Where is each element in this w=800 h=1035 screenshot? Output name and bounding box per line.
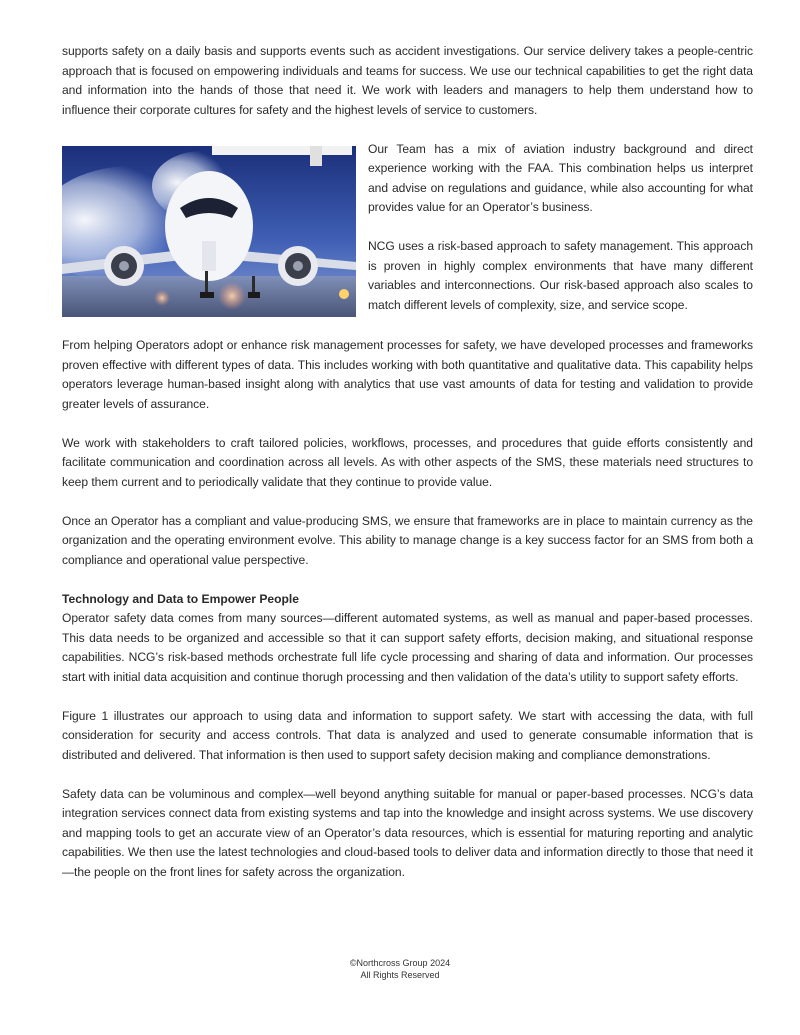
copyright-text: ©Northcross Group 2024 [349, 958, 451, 968]
section-heading: Technology and Data to Empower People [62, 591, 299, 606]
compliant-sms-paragraph: Once an Operator has a compliant and value-producing SMS, we ensure that frameworks are in place to maintain currency as the organization and the operating environment evolve. This ability to manage change is a key success factor for an SMS from both a compliance and operational value perspective. [62, 513, 753, 567]
team-paragraph: Our Team has a mix of aviation industry background and direct experience working with the FAA. This combination helps us interpret and advise on regulations and guidance, while also accounting for what provides value for an Operator’s business. [368, 141, 753, 214]
team-text-column [368, 140, 753, 317]
data-integration-paragraph: Safety data can be voluminous and complex—well beyond anything suitable for manual or paper-based processes. NCG’s data integration services connect data from existing systems and tap into the knowledge and insight across systems. We use discovery and mapping tools to get an accurate view of an Operator’s data resources, which is essential for maturing reporting and analytic capabilities. We then use the latest technologies and cloud-based tools to deliver data and information directly to those that need it—the people on the front lines for safety across the organization. [62, 786, 753, 879]
stakeholders-paragraph: We work with stakeholders to craft tailored policies, workflows, processes, and procedures that guide efforts consistently and facilitate communication and coordination across all levels. As with other aspects of the SMS, these materials need structures to keep them current and to periodically validate that they continue to provide value. [62, 435, 753, 489]
data-sources-paragraph: Operator safety data comes from many sources—different automated systems, as well as manual and paper-based processes. This data needs to be organized and accessible so that it can support safety efforts, decision making, and situational response capabilities. NCG’s risk-based methods orchestrate full life cycle processing and sharing of data and information. Our processes start with initial data acquisition and continue thorugh processing and then validation of the data’s utility to support safety efforts. [62, 611, 753, 684]
intro-paragraph: supports safety on a daily basis and supports events such as accident investigations. Our service delivery takes a people-centric approach that is focused on empowering individuals and teams for success. We use our technical capabilities to get the right data and information into the hands of those that need it. We work with leaders and managers to help them understand how to influence their corporate cultures for safety and the highest levels of service to customers. [62, 44, 753, 117]
risk-based-paragraph: NCG uses a risk-based approach to safety management. This approach is proven in highly complex environments that have many different variables and interconnections. Our risk-based approach also scales to match different levels of complexity, size, and service scope. [368, 239, 753, 312]
rights-text: All Rights Reserved [360, 969, 440, 980]
figure-reference-paragraph: Figure 1 illustrates our approach to using data and information to support safety. We start with accessing the data, with full consideration for security and access controls. That data is analyzed and used to generate consumable information that is distributed and delivered. That information is then used to support safety decision making and compliance demonstrations. [62, 708, 753, 762]
image-text-block [62, 140, 753, 317]
document-page [62, 42, 753, 882]
page-footer [0, 958, 800, 981]
aircraft-deicing-photo [62, 146, 356, 317]
frameworks-paragraph: From helping Operators adopt or enhance risk management processes for safety, we have developed processes and frameworks proven effective with different types of data. This includes working with both quantitative and qualitative data. This capability helps operators leverage human-based insight along with analytics that use vast amounts of data for testing and validation to provide greater levels of assurance. [62, 338, 753, 411]
